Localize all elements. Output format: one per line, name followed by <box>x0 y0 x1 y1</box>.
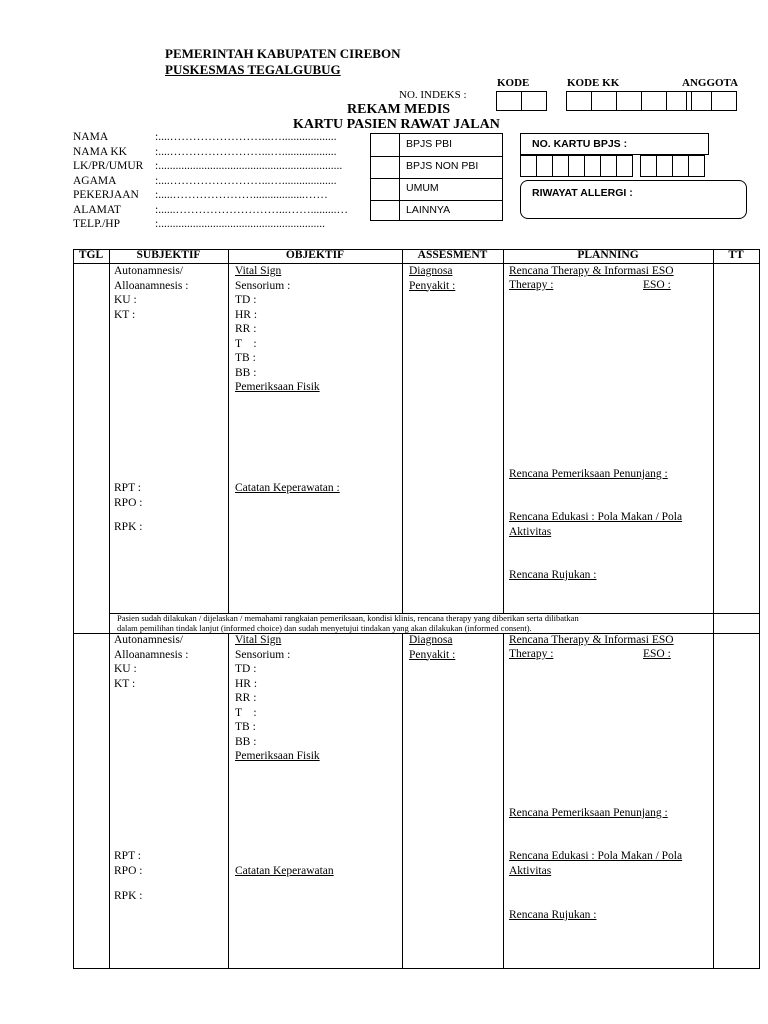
rpk-2[interactable]: RPK : <box>114 890 143 902</box>
assessment-block-2[interactable]: Diagnosa Penyakit : <box>409 634 456 661</box>
kode-kk-box[interactable] <box>616 91 642 111</box>
catatan-keperawatan-1[interactable]: Catatan Keperawatan : <box>235 482 340 494</box>
bpjs-cell[interactable] <box>520 155 537 177</box>
no-indeks-label: NO. INDEKS : <box>399 89 467 101</box>
bpjs-cell[interactable] <box>640 155 657 177</box>
option-bpjs-pbi[interactable]: BPJS PBI <box>406 138 453 150</box>
identity-label: LK/PR/UMUR <box>73 160 144 172</box>
kode-box[interactable] <box>521 91 547 111</box>
bpjs-cell[interactable] <box>616 155 633 177</box>
rujukan-2[interactable]: Rencana Rujukan : <box>509 909 597 921</box>
identity-value-field[interactable]: :......………………………...…….........… <box>155 203 348 216</box>
option-bpjs-non-pbi[interactable]: BPJS NON PBI <box>406 160 479 172</box>
col-assesment: ASSESMENT <box>417 249 488 261</box>
eso-label-2[interactable]: ESO : <box>643 648 671 660</box>
identity-label: NAMA <box>73 131 109 143</box>
col-tgl: TGL <box>78 249 104 261</box>
assessment-block-1[interactable]: Diagnosa Penyakit : <box>409 265 456 292</box>
bpjs-cell[interactable] <box>584 155 601 177</box>
col-objektif: OBJEKTIF <box>285 249 345 261</box>
identity-label: NAMA KK <box>73 145 127 158</box>
kode-kk-box[interactable] <box>591 91 617 111</box>
plan-therapy-title-1[interactable]: Rencana Therapy & Informasi ESO <box>509 265 674 277</box>
subjective-history-2[interactable]: RPT : RPO : <box>114 850 143 877</box>
subjective-history-1[interactable]: RPT : RPO : <box>114 482 143 509</box>
subjective-block-1[interactable]: Autonamnesis/ Alloanamnesis : KU : KT : <box>114 265 189 321</box>
kode-kk-box[interactable] <box>641 91 667 111</box>
rpk-1[interactable]: RPK : <box>114 521 143 533</box>
identity-value-field[interactable]: :.....…………………..................…… <box>155 189 328 201</box>
consent-note: Pasien sudah dilakukan / dijelaskan / memahami rangkaian pemeriksaan, kondisi klinis, rencana therapy yang diberikan serta dilibatkan dalam pemilihan tindak lanjut (informed choice) dan sudah menyetujui tindakan yang akan dilakukan (informed consent). <box>117 613 579 633</box>
bpjs-cell[interactable] <box>688 155 705 177</box>
identity-label: ALAMAT <box>73 203 121 216</box>
edukasi-2[interactable]: Rencana Edukasi : Pola Makan / Pola Aktivitas <box>509 850 683 877</box>
kode-kk-label: KODE KK <box>567 77 620 89</box>
identity-label: PEKERJAAN <box>73 189 139 201</box>
allergy-label: RIWAYAT ALLERGI : <box>532 187 633 199</box>
kode-boxes[interactable] <box>496 91 546 111</box>
bpjs-cell[interactable] <box>600 155 617 177</box>
identity-value-field[interactable]: :....……………………...…................... <box>155 174 337 187</box>
kode-kk-boxes[interactable] <box>566 91 691 111</box>
identity-value-field[interactable]: :....……………………...…................... <box>155 145 337 158</box>
therapy-label-1[interactable]: Therapy : <box>509 279 554 291</box>
col-planning: PLANNING <box>577 249 639 261</box>
identity-label: AGAMA <box>73 174 117 187</box>
allergy-box[interactable] <box>520 180 747 219</box>
col-subjektif: SUBJEKTIF <box>136 249 201 261</box>
anggota-box[interactable] <box>711 91 737 111</box>
rujukan-1[interactable]: Rencana Rujukan : <box>509 569 597 581</box>
identity-value-field[interactable]: :.......................................................... <box>155 218 325 230</box>
edukasi-1[interactable]: Rencana Edukasi : Pola Makan / Pola Aktivitas <box>509 511 683 538</box>
kode-kk-box[interactable] <box>566 91 592 111</box>
option-lainnya[interactable]: LAINNYA <box>406 204 451 216</box>
anggota-boxes[interactable] <box>686 91 736 111</box>
bpjs-cell[interactable] <box>672 155 689 177</box>
plan-therapy-title-2[interactable]: Rencana Therapy & Informasi ESO <box>509 634 674 646</box>
col-tt: TT <box>728 249 744 261</box>
bpjs-cell[interactable] <box>568 155 585 177</box>
anggota-label: ANGGOTA <box>682 77 739 89</box>
penunjang-2[interactable]: Rencana Pemeriksaan Penunjang : <box>509 807 668 819</box>
therapy-label-2[interactable]: Therapy : <box>509 648 554 660</box>
objective-block-1[interactable]: Vital Sign Sensorium : TD : HR : RR : T : TB : BB : Pemeriksaan Fisik <box>235 265 320 393</box>
kode-label: KODE <box>497 77 530 89</box>
kode-box[interactable] <box>496 91 522 111</box>
no-kartu-label: NO. KARTU BPJS : <box>532 138 628 150</box>
bpjs-cell[interactable] <box>536 155 553 177</box>
bpjs-number-cells[interactable] <box>640 155 704 177</box>
bpjs-number-cells-2[interactable] <box>520 155 632 177</box>
title-rekam-medis: REKAM MEDIS <box>347 102 451 117</box>
identity-value-field[interactable]: :................................................................ <box>155 160 343 172</box>
identity-value-field[interactable]: :....……………………...…................... <box>155 131 337 143</box>
header-line2: PUSKESMAS TEGALGUBUG <box>165 62 341 77</box>
subjective-block-2[interactable]: Autonamnesis/ Alloanamnesis : KU : KT : <box>114 634 189 690</box>
eso-label-1[interactable]: ESO : <box>643 279 671 291</box>
option-umum[interactable]: UMUM <box>406 182 439 194</box>
penunjang-1[interactable]: Rencana Pemeriksaan Penunjang : <box>509 468 668 480</box>
title-kartu-pasien: KARTU PASIEN RAWAT JALAN <box>293 117 500 132</box>
identity-label: TELP./HP <box>73 218 120 230</box>
bpjs-cell[interactable] <box>552 155 569 177</box>
catatan-keperawatan-2[interactable]: Catatan Keperawatan <box>235 865 334 877</box>
anggota-box[interactable] <box>686 91 712 111</box>
header-line1: PEMERINTAH KABUPATEN CIREBON <box>165 46 401 61</box>
bpjs-cell[interactable] <box>656 155 673 177</box>
objective-block-2[interactable]: Vital Sign Sensorium : TD : HR : RR : T : TB : BB : Pemeriksaan Fisik <box>235 634 320 762</box>
